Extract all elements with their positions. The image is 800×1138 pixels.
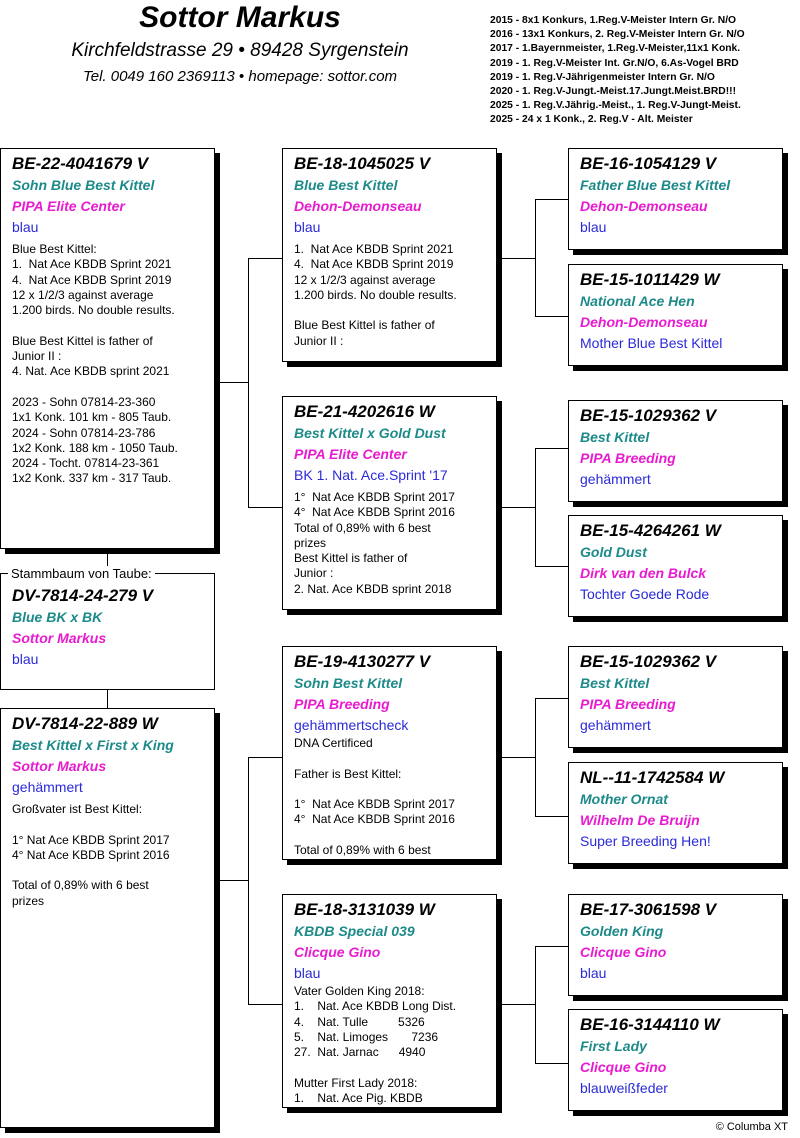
ring-number: BE-19-4130277 V [294,652,431,671]
great-grandparent-card-ffm[interactable] [568,264,783,366]
note-line [294,751,496,766]
pigeon-name: Sohn Best Kittel [294,675,403,691]
breeder: Dehon-Demonseau [580,314,708,330]
breeder: Dirk van den Bulck [580,565,707,581]
father-card[interactable] [0,148,215,549]
pedigree-title: Stammbaum von Taube: [8,566,155,582]
note-line: Junior : [294,566,334,581]
pigeon-notes [12,242,214,487]
award-item: 2019 - 1. Reg.V-Meister Int. Gr.N/O, 6.As-Vogel BRD [490,57,739,69]
note-line [294,1060,496,1075]
pigeon-name: National Ace Hen [580,293,695,309]
pigeon-name: Golden King [580,923,664,939]
note-line: 1x2 Konk. 337 km - 317 Taub. [12,471,172,486]
award-item: 2025 - 1. Reg.V.Jährig.-Meist., 1. Reg.V-Jungt-Meist. [490,100,741,112]
note-line: 4. Nat Ace KBDB Sprint 2019 [294,257,454,272]
pigeon-notes [294,984,496,1106]
note-line: 4. Nat Ace KBDB Sprint 2019 [12,272,172,287]
color: blau [12,219,39,235]
color: blau [580,965,607,981]
connector-line [248,757,249,1004]
note-line [294,782,496,797]
pigeon-name: Blue BK x BK [12,609,103,625]
pigeon-name: Father Blue Best Kittel [580,177,731,193]
pigeon-name: Best Kittel x First x King [12,737,174,753]
connector-line [535,946,568,947]
breeder-name: Sottor Markus [139,1,341,34]
ring-number: BE-15-1011429 W [580,270,720,289]
connector-line [535,199,568,200]
note-line: Total of 0,89% with 6 best [294,843,431,858]
paternal-grandfather-card[interactable] [282,148,497,362]
note-line: 1. Nat. Ace Pig. KBDB [294,1091,423,1106]
color: blau [294,219,321,235]
note-line: Blue Best Kittel is father of [294,318,435,333]
note-line [294,828,496,843]
note-line [294,303,496,318]
connector-line [535,698,568,699]
note-line: DNA Certificed [294,736,373,750]
connector-line [248,258,249,507]
pigeon-notes [294,242,496,349]
ring-number: DV-7814-24-279 V [12,586,154,605]
pigeon-notes [294,736,496,858]
subject-pigeon[interactable] [12,585,153,670]
note-line: 1x1 Konk. 101 km - 805 Taub. [12,410,172,425]
pigeon-name: Blue Best Kittel [294,177,398,193]
ring-number: BE-15-4264261 W [580,521,721,540]
color: blau [12,651,39,667]
note-line: 1° Nat Ace KBDB Sprint 2017 [294,797,455,812]
color: gehämmert [12,779,83,795]
maternal-grandmother-card[interactable] [282,894,497,1108]
color: blauweißfeder [580,1080,668,1096]
connector-line [248,757,282,758]
breeder-address: Kirchfeldstrasse 29 • 89428 Syrgenstein [71,40,409,61]
note-line: Junior II : [294,333,344,348]
color: Mother Blue Best Kittel [580,335,723,351]
breeder: PIPA Elite Center [294,446,407,462]
note-line [12,380,214,395]
note-line: Blue Best Kittel: [12,242,97,256]
ring-number: NL--11-1742584 W [580,768,725,787]
note-line: 2023 - Sohn 07814-23-360 [12,394,156,409]
connector-line [535,816,568,817]
connector-line [215,880,248,881]
note-line: 1.200 birds. No double results. [12,303,175,318]
award-item: 2016 - 13x1 Konkurs, 2. Reg.V-Meister Intern Gr. N/O [490,29,745,41]
pigeon-name: Mother Ornat [580,791,668,807]
note-line: Mutter First Lady 2018: [294,1075,418,1090]
great-grandparent-card-fff[interactable] [568,148,783,250]
note-line: 5. Nat. Limoges 7236 [294,1029,439,1044]
connector-line [535,199,536,316]
note-line: 1. Nat Ace KBDB Sprint 2021 [294,242,454,256]
note-line: Junior II : [12,349,62,364]
note-line: Großvater ist Best Kittel: [12,802,143,816]
mother-card[interactable] [0,708,215,1128]
great-grandparent-card-mfm[interactable] [568,762,783,864]
note-line: 1. Nat. Ace KBDB Long Dist. [294,999,457,1014]
great-grandparent-card-fmf[interactable] [568,400,783,502]
pigeon-name: Sohn Blue Best Kittel [12,177,155,193]
pigeon-name: Gold Dust [580,544,647,560]
breeder: PIPA Elite Center [12,198,125,214]
ring-number: BE-15-1029362 V [580,652,717,671]
pigeon-name: Best Kittel [580,675,650,691]
color: BK 1. Nat. Ace.Sprint '17 [294,467,448,483]
note-line [12,318,214,333]
note-line: Blue Best Kittel is father of [12,333,153,348]
connector-line [497,507,535,508]
breeder: Clicque Gino [294,944,381,960]
great-grandparent-card-mmm[interactable] [568,1009,783,1111]
ring-number: BE-22-4041679 V [12,154,149,173]
pigeon-name: Best Kittel x Gold Dust [294,425,446,441]
connector-line [497,1004,535,1005]
breeder: Wilhelm De Bruijn [580,812,700,828]
pigeon-notes [12,802,214,909]
connector-line [535,448,536,566]
color: gehämmertscheck [294,717,409,733]
note-line: 1° Nat Ace KBDB Sprint 2017 [12,832,170,847]
pigeon-notes [294,490,496,597]
breeder: Sottor Markus [12,758,107,774]
note-line: Father is Best Kittel: [294,766,402,781]
note-line: 2. Nat. Ace KBDB sprint 2018 [294,581,452,596]
ring-number: BE-16-3144110 W [580,1015,720,1034]
color: gehämmert [580,471,651,487]
connector-line [535,566,568,567]
pigeon-name: KBDB Special 039 [294,923,415,939]
award-item: 2019 - 1. Reg.V-Jährigenmeister Intern Gr. N/O [490,71,715,83]
color: blau [294,965,321,981]
breeder: PIPA Breeding [580,450,676,466]
breeder: Dehon-Demonseau [580,198,708,214]
paternal-grandmother-card[interactable] [282,396,497,610]
breeder: Dehon-Demonseau [294,198,422,214]
note-line: 1. Nat Ace KBDB Sprint 2021 [12,257,172,272]
note-line: prizes [294,535,327,550]
award-item: 2015 - 8x1 Konkurs, 1.Reg.V-Meister Intern Gr. N/O [490,15,737,26]
award-item: 2017 - 1.Bayernmeister, 1.Reg.V-Meister,11x1 Konk. [490,43,741,55]
ring-number: BE-15-1029362 V [580,406,717,425]
connector-line [535,698,536,816]
note-line: 12 x 1/2/3 against average [12,287,154,302]
breeder: PIPA Breeding [294,696,390,712]
ring-number: BE-18-3131039 W [294,900,435,919]
note-line: 12 x 1/2/3 against average [294,272,436,287]
color: gehämmert [580,717,651,733]
ring-number: BE-16-1054129 V [580,154,717,173]
note-line: 4. Nat. Tulle 5326 [294,1014,425,1029]
note-line: 4° Nat Ace KBDB Sprint 2016 [294,812,455,827]
great-grandparent-card-fmm[interactable] [568,515,783,617]
pigeon-name: First Lady [580,1038,647,1054]
note-line: Total of 0,89% with 6 best [294,520,431,535]
connector-line [535,946,536,1063]
great-grandparent-card-mff[interactable] [568,646,783,748]
note-line: 27. Nat. Jarnac 4940 [294,1045,426,1060]
breeder: Clicque Gino [580,944,667,960]
connector-line [497,258,535,259]
pigeon-name: Best Kittel [580,429,650,445]
maternal-grandfather-card[interactable] [282,646,497,860]
connector-line [535,316,568,317]
connector-line [248,507,282,508]
note-line: 4° Nat Ace KBDB Sprint 2016 [12,847,170,862]
note-line: Best Kittel is father of [294,551,408,566]
awards-list [490,14,795,128]
note-line: 4. Nat. Ace KBDB sprint 2021 [12,364,170,379]
color: Tochter Goede Rode [580,586,710,602]
great-grandparent-card-mmf[interactable] [568,894,783,996]
note-line: Vater Golden King 2018: [294,984,425,998]
note-line: 1x2 Konk. 188 km - 1050 Taub. [12,440,178,455]
note-line: prizes [12,893,45,908]
color: Super Breeding Hen! [580,833,711,849]
note-line: 1.200 birds. No double results. [294,287,457,302]
connector-line [248,1004,282,1005]
note-line: 4° Nat Ace KBDB Sprint 2016 [294,505,455,520]
connector-line [497,757,535,758]
connector-line [248,258,282,259]
note-line: 1° Nat Ace KBDB Sprint 2017 [294,490,455,504]
connector-line [107,690,108,708]
connector-line [535,448,568,449]
copyright-footer: © Columba XT [715,1121,788,1133]
ring-number: BE-21-4202616 W [294,402,435,421]
color: blau [580,219,607,235]
note-line: 2024 - Sohn 07814-23-786 [12,425,156,440]
ring-number: DV-7814-22-889 W [12,714,158,733]
breeder: Sottor Markus [12,630,107,646]
connector-line [535,1063,568,1064]
note-line [12,863,214,878]
ring-number: BE-17-3061598 V [580,900,717,919]
note-line: Total of 0,89% with 6 best [12,878,149,893]
breeder: PIPA Breeding [580,696,676,712]
breeder: Clicque Gino [580,1059,667,1075]
connector-line [215,382,248,383]
breeder-contact: Tel. 0049 160 2369113 • homepage: sottor.com [82,68,398,85]
note-line: 2024 - Tocht. 07814-23-361 [12,456,160,471]
award-item: 2020 - 1. Reg.V-Jungt.-Meist.17.Jungt.Meist.BRD!!! [490,86,737,98]
ring-number: BE-18-1045025 V [294,154,431,173]
award-item: 2025 - 24 x 1 Konk., 2. Reg.V - Alt. Meister [490,114,693,126]
note-line [12,817,214,832]
